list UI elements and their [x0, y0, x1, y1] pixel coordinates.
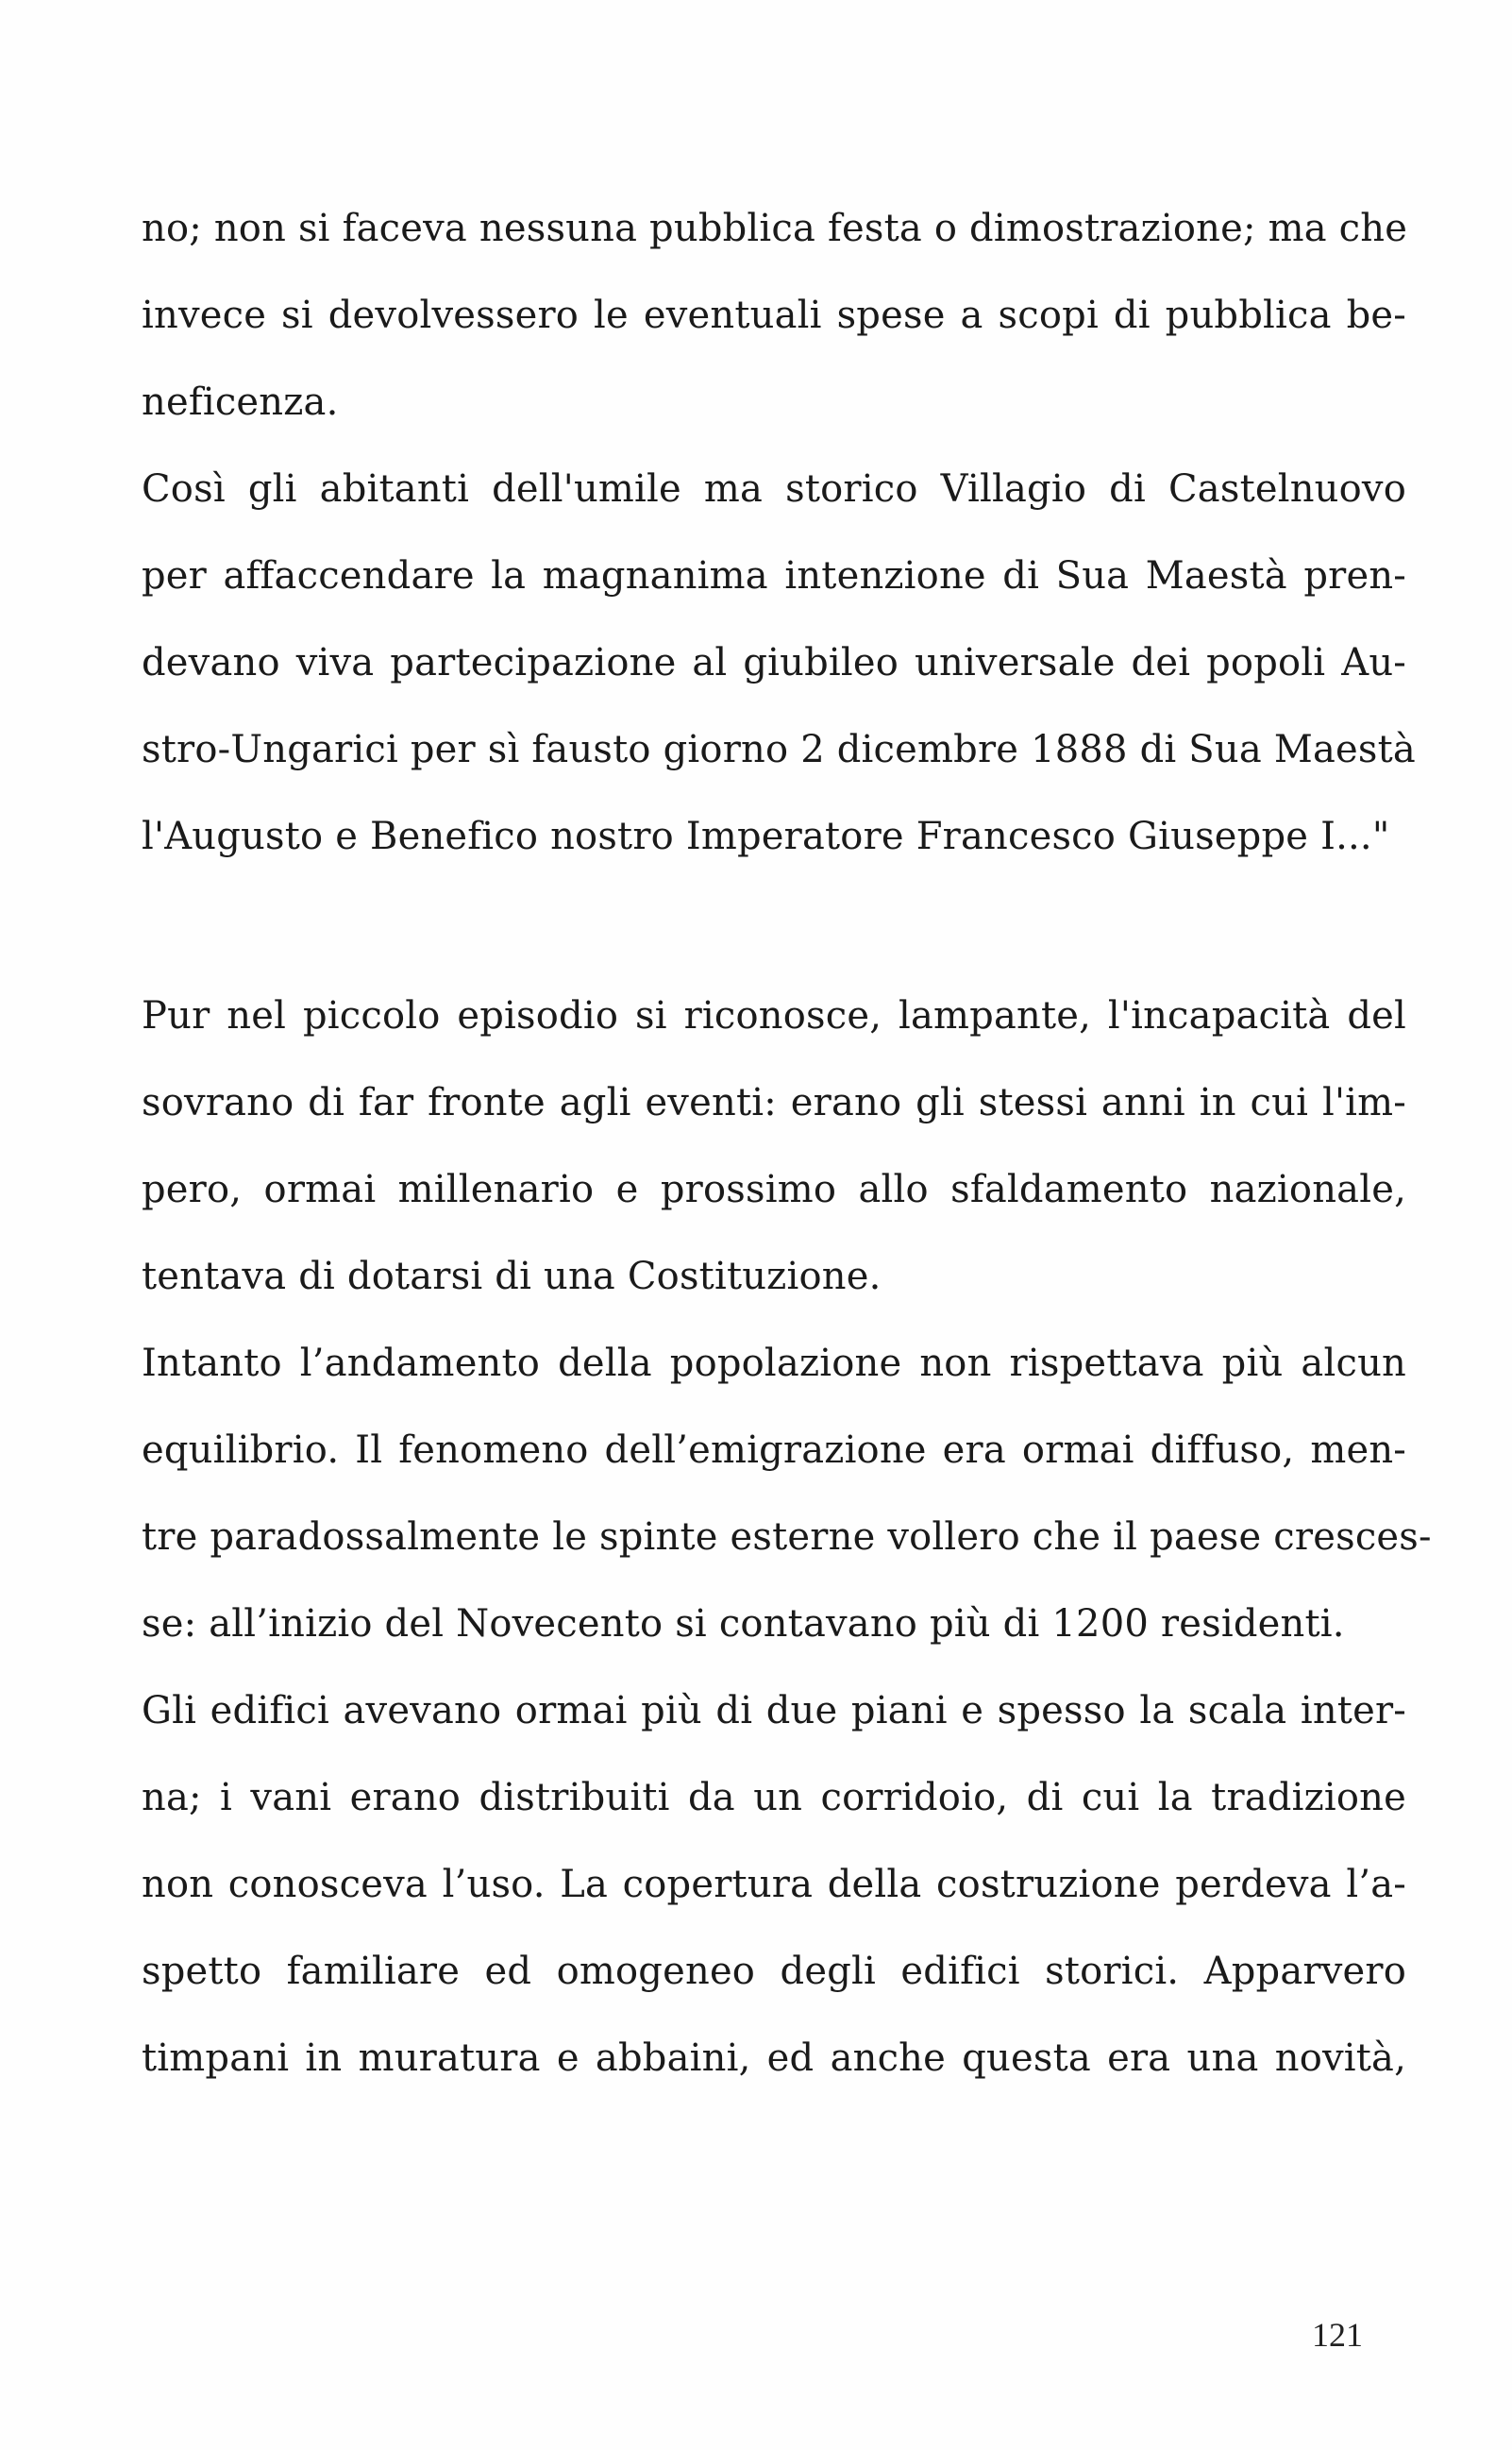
- text-line: Così gli abitanti dell'umile ma storico Villagio di Castelnuovo: [142, 467, 1406, 511]
- text-line: sovrano di far fronte agli eventi: erano gli stessi anni in cui l'im-: [142, 1081, 1406, 1124]
- text-line: devano viva partecipazione al giubileo universale dei popoli Au-: [142, 641, 1406, 684]
- text-line: neficenza.: [142, 380, 339, 424]
- text-line: non conosceva l’uso. La copertura della costruzione perdeva l’a-: [142, 1863, 1406, 1906]
- text-line: na; i vani erano distribuiti da un corridoio, di cui la tradizione: [142, 1776, 1406, 1819]
- page-number: 121: [1312, 2316, 1363, 2354]
- text-line: no; non si faceva nessuna pubblica festa o dimostrazione; ma che: [142, 207, 1408, 250]
- text-line: spetto familiare ed omogeneo degli edifici storici. Apparvero: [142, 1950, 1406, 1993]
- text-line: Pur nel piccolo episodio si riconosce, lampante, l'incapacità del: [142, 994, 1406, 1038]
- text-line: se: all’inizio del Novecento si contavano più di 1200 residenti.: [142, 1602, 1345, 1646]
- text-line: stro-Ungarici per sì fausto giorno 2 dicembre 1888 di Sua Maestà: [142, 728, 1416, 771]
- text-line: Gli edifici avevano ormai più di due piani e spesso la scala inter-: [142, 1689, 1406, 1732]
- text-block-top: [142, 185, 1416, 880]
- text-block-bottom: [142, 972, 1432, 2102]
- text-line: pero, ormai millenario e prossimo allo sfaldamento nazionale,: [142, 1168, 1406, 1211]
- text-line: per affaccendare la magnanima intenzione di Sua Maestà pren-: [142, 554, 1406, 598]
- text-line: invece si devolvessero le eventuali spese a scopi di pubblica be-: [142, 294, 1406, 337]
- text-line: tentava di dotarsi di una Costituzione.: [142, 1255, 882, 1298]
- text-line: l'Augusto e Benefico nostro Imperatore Francesco Giuseppe I...": [142, 815, 1390, 858]
- text-line: equilibrio. Il fenomeno dell’emigrazione era ormai diffuso, men-: [142, 1428, 1406, 1472]
- text-line: timpani in muratura e abbaini, ed anche questa era una novità,: [142, 2036, 1406, 2080]
- text-line: Intanto l’andamento della popolazione non rispettava più alcun: [142, 1342, 1406, 1385]
- text-line: tre paradossalmente le spinte esterne vollero che il paese cresces-: [142, 1515, 1432, 1559]
